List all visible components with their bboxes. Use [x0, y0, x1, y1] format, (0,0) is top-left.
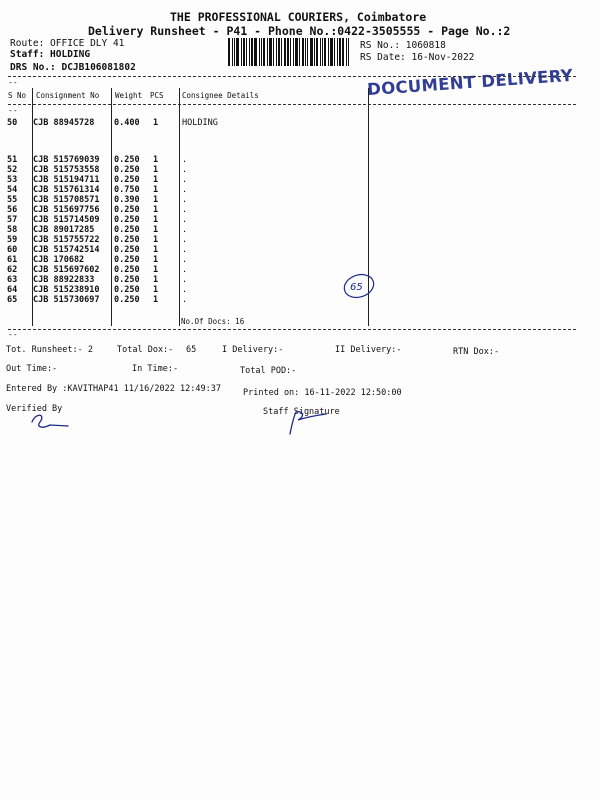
- barcode-bar: [290, 38, 291, 66]
- svg-text:65: 65: [350, 282, 363, 293]
- rs-number: RS No.: 1060818: [360, 40, 446, 51]
- row-consignment: CJB 88922833: [33, 275, 95, 285]
- staff-signature: [282, 408, 332, 438]
- barcode-bar: [259, 38, 260, 66]
- row-details: .: [182, 185, 188, 195]
- row-sno: 52: [7, 165, 18, 175]
- row-details: .: [182, 165, 188, 175]
- row-pcs: 1: [153, 235, 159, 245]
- row-sno: 61: [7, 255, 18, 265]
- row-weight: 0.250: [114, 225, 140, 235]
- row-weight: 0.250: [114, 235, 140, 245]
- barcode-bar: [299, 38, 300, 66]
- row-pcs: 1: [153, 205, 159, 215]
- row-consignment: CJB 515194711: [33, 175, 100, 185]
- row-consignment: CJB 515761314: [33, 185, 100, 195]
- out-time: Out Time:-: [6, 364, 58, 374]
- barcode-bar: [269, 38, 272, 66]
- barcode-bar: [249, 38, 250, 66]
- row-pcs: 1: [153, 295, 159, 305]
- row-details: .: [182, 235, 188, 245]
- table-row: [0, 275, 600, 285]
- row-pcs: 1: [153, 165, 159, 175]
- barcode-bar: [339, 38, 341, 66]
- row-weight: 0.250: [114, 215, 140, 225]
- barcode-bar: [287, 38, 289, 66]
- barcode-bar: [228, 38, 230, 66]
- row-weight: 0.750: [114, 185, 140, 195]
- row-consignment: CJB 515730697: [33, 295, 100, 305]
- staff-label: Staff: HOLDING: [10, 49, 91, 60]
- barcode-bar: [236, 38, 239, 66]
- row-pcs: 1: [153, 118, 159, 128]
- barcode-bar: [273, 38, 274, 66]
- row-consignment: CJB 515742514: [33, 245, 100, 255]
- total-pod: Total POD:-: [240, 366, 297, 376]
- row-details: .: [182, 255, 188, 265]
- verified-by-label: Verified By: [6, 404, 63, 414]
- row-weight: 0.250: [114, 285, 140, 295]
- in-time: In Time:-: [132, 364, 179, 374]
- row-sno: 65: [7, 295, 18, 305]
- row-pcs: 1: [153, 245, 159, 255]
- dash-mark: --: [8, 78, 18, 87]
- barcode-bar: [346, 38, 347, 66]
- table-row: [0, 215, 600, 225]
- row-weight: 0.390: [114, 195, 140, 205]
- row-sno: 57: [7, 215, 18, 225]
- rtn-dox: RTN Dox:-: [453, 347, 500, 357]
- barcode-bar: [310, 38, 313, 66]
- barcode-bar: [232, 38, 233, 66]
- row-sno: 62: [7, 265, 18, 275]
- barcode-bar: [337, 38, 338, 66]
- col-header-sno: S No: [8, 91, 27, 100]
- table-row: [0, 205, 600, 215]
- table-row: [0, 245, 600, 255]
- barcode-bar: [243, 38, 245, 66]
- header-dashed-divider: [8, 104, 576, 105]
- table-row: [0, 295, 600, 305]
- table-row: [0, 235, 600, 245]
- barcode-bar: [254, 38, 257, 66]
- barcode-bar: [307, 38, 308, 66]
- row-details: .: [182, 245, 188, 255]
- barcode-bar: [263, 38, 265, 66]
- col-header-weight: Weight: [115, 91, 143, 100]
- tot-runsheet: Tot. Runsheet:- 2: [6, 345, 93, 355]
- barcode-bar: [267, 38, 268, 66]
- row-pcs: 1: [153, 225, 159, 235]
- row-weight: 0.250: [114, 155, 140, 165]
- col-header-pcs: PCS: [150, 91, 164, 100]
- dash-mark: --: [8, 106, 18, 115]
- row-weight: 0.250: [114, 205, 140, 215]
- total-dox-value: 65: [186, 345, 197, 355]
- row-sno: 63: [7, 275, 18, 285]
- table-row: [0, 285, 600, 295]
- barcode-bar: [261, 38, 262, 66]
- row-pcs: 1: [153, 285, 159, 295]
- staff-signature-label: Staff Signature: [263, 407, 340, 417]
- row-consignment: CJB 89017285: [33, 225, 95, 235]
- row-sno: 64: [7, 285, 18, 295]
- top-dashed-divider: [8, 76, 576, 77]
- row-sno: 53: [7, 175, 18, 185]
- table-row: [0, 225, 600, 235]
- no-of-docs: No.Of Docs: 16: [181, 317, 245, 326]
- row-consignment: CJB 88945728: [33, 118, 95, 128]
- row-consignment: CJB 515769039: [33, 155, 100, 165]
- row-pcs: 1: [153, 195, 159, 205]
- row-details: .: [182, 225, 188, 235]
- row-weight: 0.250: [114, 175, 140, 185]
- row-consignment: CJB 515708571: [33, 195, 100, 205]
- row-details: .: [182, 285, 188, 295]
- row-sno: 54: [7, 185, 18, 195]
- row-pcs: 1: [153, 215, 159, 225]
- barcode-bar: [293, 38, 294, 66]
- barcode-bar: [276, 38, 277, 66]
- row-pcs: 1: [153, 155, 159, 165]
- runsheet-subtitle: Delivery Runsheet - P41 - Phone No.:0422-3505555 - Page No.:2: [88, 24, 511, 38]
- barcode-bar: [281, 38, 282, 66]
- row-consignment: CJB 515697602: [33, 265, 100, 275]
- row-consignment: CJB 515697756: [33, 205, 100, 215]
- row-weight: 0.400: [114, 118, 140, 128]
- printed-on: Printed on: 16-11-2022 12:50:00: [243, 388, 402, 398]
- row-sno: 50: [7, 118, 18, 128]
- barcode-bar: [305, 38, 306, 66]
- barcode-bar: [234, 38, 235, 66]
- i-delivery: I Delivery:-: [222, 345, 284, 355]
- barcode-bar: [284, 38, 286, 66]
- table-row: [0, 155, 600, 165]
- row-details: .: [182, 155, 188, 165]
- row-sno: 51: [7, 155, 18, 165]
- table-row: [0, 255, 600, 265]
- row-details: .: [182, 265, 188, 275]
- barcode-bar: [320, 38, 321, 66]
- company-title: THE PROFESSIONAL COURIERS, Coimbatore: [170, 10, 427, 24]
- barcode-bar: [316, 38, 318, 66]
- row-sno: 56: [7, 205, 18, 215]
- row-weight: 0.250: [114, 295, 140, 305]
- row-pcs: 1: [153, 185, 159, 195]
- drs-number: DRS No.: DCJB106081802: [10, 62, 136, 73]
- row-pcs: 1: [153, 275, 159, 285]
- table-row: [0, 185, 600, 195]
- col-header-details: Consignee Details: [182, 91, 259, 100]
- row-sno: 55: [7, 195, 18, 205]
- route-label: Route: OFFICE DLY 41: [10, 38, 125, 49]
- row-weight: 0.250: [114, 265, 140, 275]
- row-weight: 0.250: [114, 275, 140, 285]
- row-sno: 60: [7, 245, 18, 255]
- total-dox-label: Total Dox:-: [117, 345, 174, 355]
- row-details: .: [182, 205, 188, 215]
- row-consignment: CJB 515714509: [33, 215, 100, 225]
- verified-signature: [28, 410, 78, 432]
- rs-date: RS Date: 16-Nov-2022: [360, 52, 475, 63]
- row-weight: 0.250: [114, 245, 140, 255]
- barcode-bar: [342, 38, 344, 66]
- barcode-bar: [241, 38, 242, 66]
- row-details: .: [182, 275, 188, 285]
- barcode-bar: [295, 38, 298, 66]
- barcode-bar: [302, 38, 304, 66]
- barcode-bar: [334, 38, 335, 66]
- table-row: [0, 165, 600, 175]
- row-consignment: CJB 515755722: [33, 235, 100, 245]
- barcode-bar: [278, 38, 280, 66]
- barcode-bar: [251, 38, 253, 66]
- barcode-bar: [330, 38, 333, 66]
- barcode-bar: [246, 38, 247, 66]
- dash-mark: --: [8, 330, 18, 339]
- row-details: .: [182, 175, 188, 185]
- handwritten-circled-mark: [340, 268, 380, 302]
- bottom-dashed-divider: [8, 329, 576, 330]
- row-pcs: 1: [153, 175, 159, 185]
- row-consignment: CJB 515238910: [33, 285, 100, 295]
- barcode-bar: [348, 38, 349, 66]
- row-details: .: [182, 195, 188, 205]
- table-row: [0, 118, 600, 128]
- row-weight: 0.250: [114, 255, 140, 265]
- barcode-bar: [324, 38, 326, 66]
- table-row: [0, 265, 600, 275]
- row-details: HOLDING: [182, 118, 218, 128]
- row-sno: 58: [7, 225, 18, 235]
- row-consignment: CJB 515753558: [33, 165, 100, 175]
- barcode-bar: [322, 38, 323, 66]
- ii-delivery: II Delivery:-: [335, 345, 402, 355]
- row-weight: 0.250: [114, 165, 140, 175]
- document-delivery-stamp: DOCUMENT DELIVERY: [366, 65, 574, 100]
- row-details: .: [182, 295, 188, 305]
- row-details: .: [182, 215, 188, 225]
- table-row: [0, 195, 600, 205]
- row-consignment: CJB 170682: [33, 255, 85, 265]
- col-header-consignment: Consignment No: [36, 91, 100, 100]
- row-pcs: 1: [153, 255, 159, 265]
- entered-by: Entered By :KAVITHAP41 11/16/2022 12:49:37: [6, 384, 221, 394]
- barcode: [228, 38, 351, 66]
- row-sno: 59: [7, 235, 18, 245]
- barcode-bar: [328, 38, 329, 66]
- barcode-bar: [314, 38, 315, 66]
- row-pcs: 1: [153, 265, 159, 275]
- table-row: [0, 175, 600, 185]
